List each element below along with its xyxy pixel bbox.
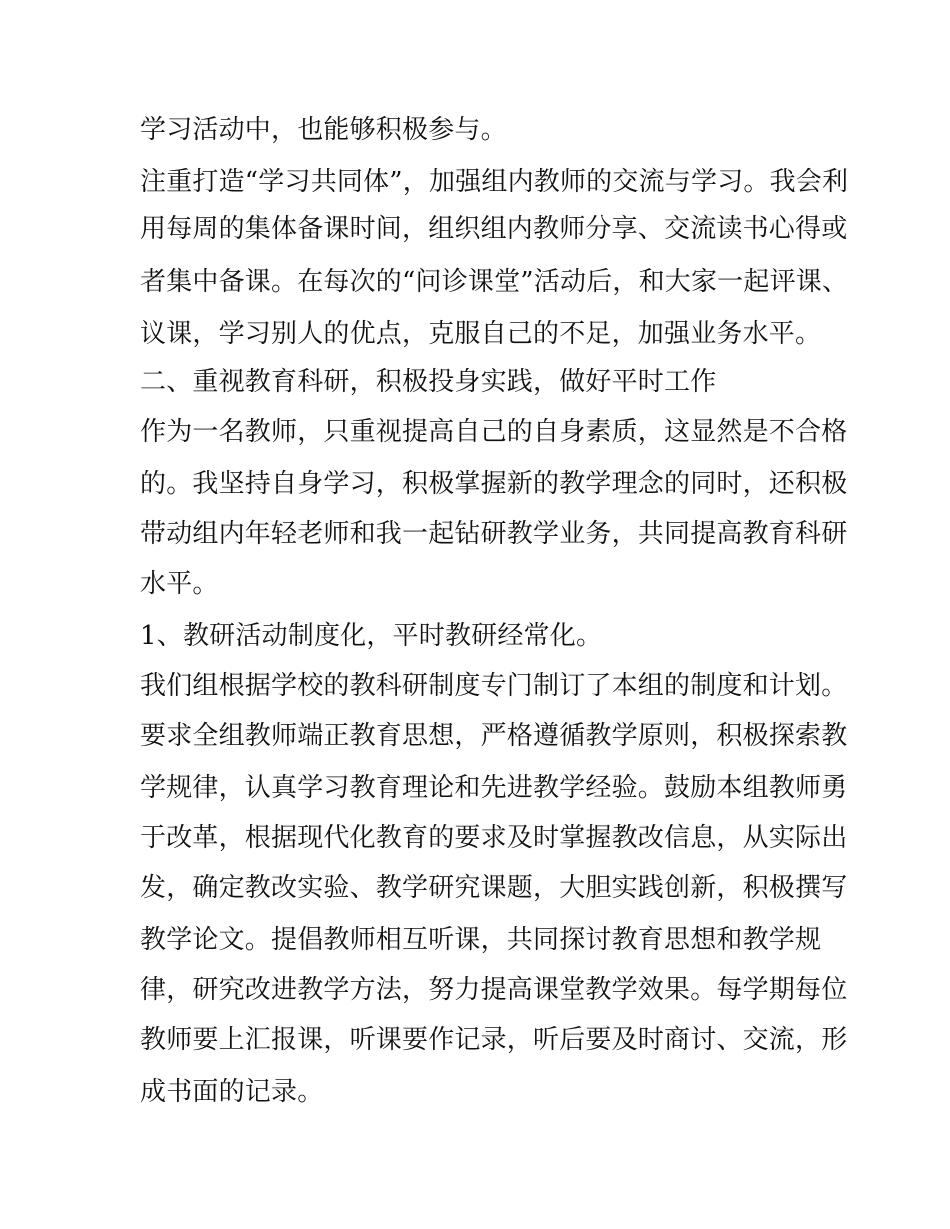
text-line: 律，研究改进教学方法，努力提高课堂教学效果。每学期每位 <box>140 975 848 1005</box>
section-heading: 二、重视教育科研，积极投身实践，做好平时工作 <box>140 367 717 397</box>
text-line: 成书面的记录。 <box>140 1077 324 1107</box>
text-line: 发，确定教改实验、教学研究课题，大胆实践创新，积极撰写 <box>140 873 848 903</box>
text-line: 议课，学习别人的优点，克服自己的不足，加强业务水平。 <box>140 319 822 349</box>
text-line: 带动组内年轻老师和我一起钻研教学业务，共同提高教育科研 <box>140 519 848 549</box>
text-line: 注重打造“学习共同体”，加强组内教师的交流与学习。我会利 <box>140 167 849 197</box>
text-line: 者集中备课。在每次的“问诊课堂”活动后，和大家一起评课、 <box>140 267 849 297</box>
subsection-heading: 1、教研活动制度化，平时教研经常化。 <box>140 621 603 651</box>
text-line: 于改革，根据现代化教育的要求及时掌握教改信息，从实际出 <box>140 823 848 853</box>
text-line: 我们组根据学校的教科研制度专门制订了本组的制度和计划。 <box>140 671 848 701</box>
text-line: 学习活动中，也能够积极参与。 <box>140 115 507 145</box>
text-line: 的。我坚持自身学习，积极掌握新的教学理念的同时，还积极 <box>140 469 848 499</box>
text-line: 用每周的集体备课时间，组织组内教师分享、交流读书心得或 <box>140 214 848 244</box>
text-line: 要求全组教师端正教育思想，严格遵循教学原则，积极探索教 <box>140 721 848 751</box>
text-line: 教学论文。提倡教师相互听课，共同探讨教育思想和教学规 <box>140 925 822 955</box>
text-line: 作为一名教师，只重视提高自己的自身素质，这显然是不合格 <box>140 417 848 447</box>
text-line: 教师要上汇报课，听课要作记录，听后要及时商讨、交流，形 <box>140 1025 848 1055</box>
text-line: 学规律，认真学习教育理论和先进教学经验。鼓励本组教师勇 <box>140 773 848 803</box>
text-line: 水平。 <box>140 569 219 599</box>
